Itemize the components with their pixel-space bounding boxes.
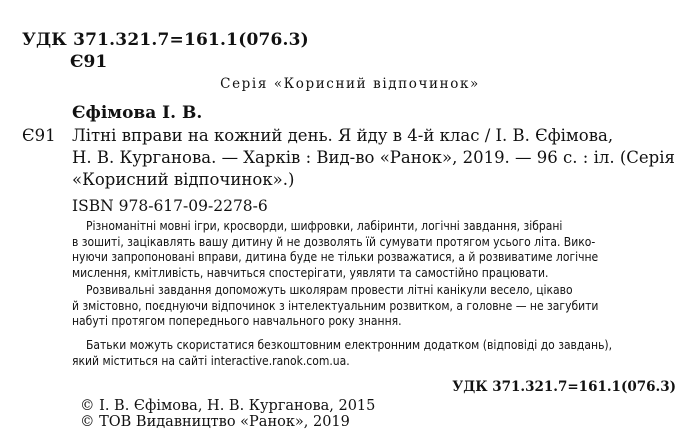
- author-code-side: Є91: [22, 126, 56, 145]
- biblio-line: «Корисний відпочинок».): [72, 170, 295, 189]
- biblio-line: Н. В. Курганова. — Харків : Вид-во «Ранок», 2019. — 96 с. : іл. (Серія: [72, 148, 675, 167]
- bibliographic-description: [72, 125, 675, 191]
- annotation-line: Батьки можуть скористатися безкоштовним електронним додатком (відповіді до завдань),: [86, 338, 613, 352]
- annotation-line: Різноманітні мовні ігри, кросворди, шифровки, лабіринти, логічні завдання, зібрані: [86, 219, 563, 233]
- annotation-paragraph-1: [72, 219, 598, 281]
- annotation-line: в зошиті, зацікавлять вашу дитину й не дозволять їй сумувати протягом усього літа. Вико-: [72, 234, 596, 249]
- udk-code-bottom: УДК 371.321.7=161.1(076.3): [452, 379, 676, 395]
- annotation-line: набуті протягом попереднього навчального року знання.: [72, 314, 402, 328]
- annotation-paragraph-3: [72, 338, 612, 369]
- annotation-line: й змістовно, поєднуючи відпочинок з інтелектуальним розвитком, а головне — не загубити: [72, 298, 599, 313]
- udk-code-top: УДК 371.321.7=161.1(076.3): [22, 30, 309, 50]
- annotation-line: нуючи запропоновані вправи, дитина буде не тільки розважатися, а й розвиватиме логічне: [72, 250, 599, 264]
- series-title: Серія «Корисний відпочинок»: [220, 76, 480, 92]
- annotation-paragraph-2: [72, 283, 598, 330]
- annotation-line: який міститься на сайті interactive.ranok.com.ua.: [72, 353, 350, 368]
- copyright-publisher: © ТОВ Видавництво «Ранок», 2019: [80, 414, 350, 430]
- annotation-line: мислення, кмітливість, навчиться спостерігати, уявляти та самостійно працювати.: [72, 265, 549, 280]
- author-name: Єфімова І. В.: [72, 103, 203, 123]
- biblio-line: Літні вправи на кожний день. Я йду в 4-й клас / І. В. Єфімова,: [72, 126, 614, 145]
- annotation-line: Розвивальні завдання допоможуть школярам провести літні канікули весело, цікаво: [86, 283, 573, 297]
- copyright-authors: © І. В. Єфімова, Н. В. Курганова, 2015: [80, 398, 376, 414]
- isbn: ISBN 978-617-09-2278-6: [72, 197, 268, 215]
- author-code-top: Є91: [70, 52, 108, 72]
